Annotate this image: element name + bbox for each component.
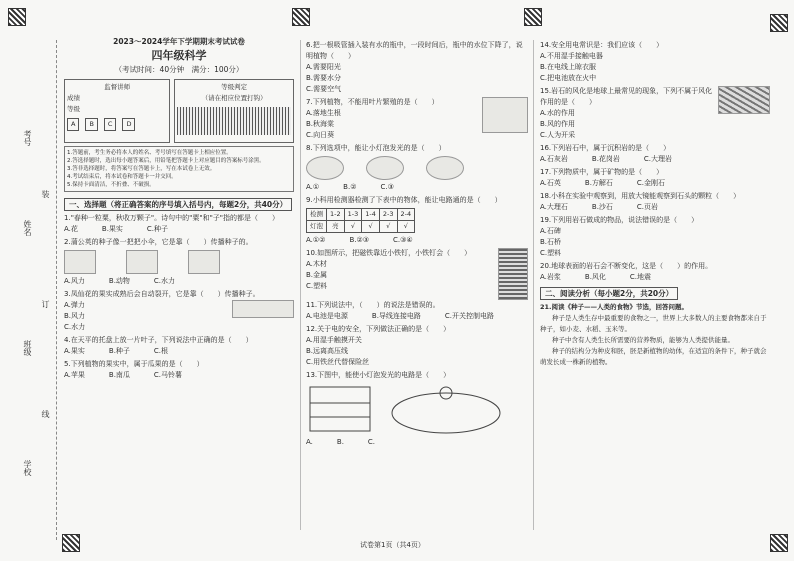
answer-option[interactable]: C.塑料 (540, 249, 562, 257)
answer-option[interactable]: C.③ (380, 183, 394, 191)
question-number: 5. (64, 360, 71, 368)
answer-option[interactable]: A.风力 (64, 277, 85, 285)
table-cell: √ (397, 221, 415, 233)
answer-option[interactable]: A.需要阳光 (306, 63, 341, 71)
question-item (306, 195, 528, 246)
answer-option[interactable]: C.马铃薯 (153, 371, 183, 379)
answer-option[interactable]: B.种子 (108, 347, 130, 355)
answer-option[interactable]: A. (306, 438, 313, 446)
grade-judge-title: 等级判定 (221, 83, 248, 91)
question-number: 15. (540, 87, 552, 95)
answer-option[interactable]: A.岩浆 (540, 273, 561, 281)
plant-image (188, 250, 220, 274)
question-item (306, 40, 528, 95)
answer-option[interactable]: A.木材 (306, 260, 327, 268)
page-footer: 试卷第1页（共4页） (360, 541, 425, 549)
corner-mark-top-left (8, 8, 26, 26)
question-number: 7. (306, 98, 313, 106)
question-text: 如图所示，把磁铁靠近小铁钉，小铁钉会（ ） (317, 249, 472, 257)
question-text: 下列植物，不能用叶片繁殖的是（ ） (312, 98, 439, 106)
question-number: 3. (64, 290, 71, 298)
answer-option[interactable]: C.地震 (629, 273, 652, 281)
question-number: 4. (64, 336, 71, 344)
section-two-title: 二、阅读分析（每小题2分，共20分） (540, 287, 678, 300)
table-cell: 2-3 (379, 209, 397, 221)
answer-option[interactable]: B.风的作用 (540, 120, 576, 128)
corner-mark-top-mid (292, 8, 310, 26)
question-item (540, 261, 770, 283)
answer-option[interactable]: B.远离高压线 (306, 347, 349, 355)
question-text: 凤仙花的果实成熟后会自动裂开，它是靠（ ）传播种子。 (70, 290, 260, 298)
instruction-item: 5.保持卡面清洁，不折叠、不破损。 (67, 182, 155, 188)
answer-option[interactable]: B.花岗岩 (591, 155, 620, 163)
right-column (540, 40, 770, 368)
answer-option[interactable]: C.塑料 (306, 282, 328, 290)
question-item (64, 213, 294, 235)
question-item (540, 191, 770, 213)
table-cell: 2-4 (397, 209, 415, 221)
score-box-right (174, 79, 294, 143)
question-number: 9. (306, 196, 313, 204)
question-text: "春种一粒粟，秋收万颗子"。诗句中的"粟"和"子"指的都是（ ） (70, 214, 280, 222)
answer-option[interactable]: B.在电线上晾衣服 (540, 63, 597, 71)
question-item (306, 143, 528, 193)
seed-pod-image (232, 300, 294, 318)
corner-mark-top-right (770, 14, 788, 32)
answer-option[interactable]: B.沙石 (591, 203, 613, 211)
question-item (306, 248, 528, 292)
middle-column (306, 40, 528, 450)
question-item (306, 370, 528, 448)
question-number: 19. (540, 216, 552, 224)
question-item (540, 40, 770, 84)
grade-title: 四年级科学 (151, 49, 207, 62)
binding-label: 学校 (23, 460, 32, 476)
question-text: 下列植物的果实中，属于瓜果的是（ ） (70, 360, 204, 368)
answer-option[interactable]: C.③④ (393, 236, 413, 244)
question-text: 小科在实验中观察到，用放大镜能观察到石头的颗粒（ ） (551, 192, 741, 200)
answer-option[interactable]: C.水力 (64, 323, 86, 331)
circuit-diagram (386, 383, 506, 437)
binding-label: 姓名 (23, 220, 32, 236)
answer-option[interactable]: C.需要空气 (306, 85, 342, 93)
exam-year-title: 2023～2024学年下学期期末考试试卷 (113, 37, 245, 46)
binding-label: 线 (41, 410, 50, 418)
question-number: 10. (306, 249, 318, 257)
answer-option[interactable]: A.石英 (540, 179, 561, 187)
reading-passage (540, 302, 770, 368)
grade-choices (67, 118, 167, 131)
question-item (306, 300, 528, 322)
answer-option[interactable]: B.金属 (306, 271, 328, 279)
answer-option[interactable]: A.石灰岩 (540, 155, 568, 163)
circuit-illustrations (306, 156, 528, 180)
question-number: 16. (540, 144, 552, 152)
question-number: 2. (64, 238, 71, 246)
question-item (64, 289, 294, 333)
circuit-diagram (306, 383, 376, 437)
table-cell: 1-3 (344, 209, 362, 221)
table-cell: √ (344, 221, 362, 233)
table-cell: 1-2 (327, 209, 345, 221)
answer-option[interactable]: A.弹力 (64, 301, 85, 309)
instruction-item: 3.答非选择题时，将答案写在答题卡上，写在本试卷上无效。 (67, 166, 216, 172)
answer-option[interactable]: B.风力 (64, 312, 86, 320)
left-column (64, 36, 294, 383)
question-text: 下图中，能使小灯泡发光的电路是（ ） (317, 371, 451, 379)
question-text: 关于电的安全，下列做法正确的是（ ） (317, 325, 451, 333)
question-number: 8. (306, 144, 313, 152)
table-cell: 灯泡 (307, 221, 327, 233)
reading-paragraph: 种子是人类生存中最重要的食物之一，世界上大多数人的主要食物都来自于种子，如小麦、水稻、玉米等。 (540, 314, 767, 333)
answer-option[interactable]: A.果实 (64, 347, 85, 355)
binding-strip (22, 90, 52, 510)
answer-option[interactable]: A.花 (64, 225, 78, 233)
question-item (540, 143, 770, 165)
table-cell: 1-4 (362, 209, 380, 221)
answer-option[interactable]: C.页岩 (636, 203, 659, 211)
question-item (306, 97, 528, 141)
question-text: 蒲公英的种子像一把把小伞，它是靠（ ）传播种子的。 (70, 238, 253, 246)
answer-option[interactable]: A.① (306, 183, 320, 191)
table-cell: 检测 (307, 209, 327, 221)
answer-option[interactable]: C. (367, 438, 376, 446)
supervisor-label: 监督讲师 (104, 83, 131, 91)
circuit-diagrams (306, 383, 528, 437)
reading-paragraph: 种子中含有人类生长所需要的营养物质，能够为人类提供能量。 (552, 336, 734, 344)
question-text: 下列物质中，属于矿物的是（ ） (551, 168, 664, 176)
score-box-left (64, 79, 170, 143)
answer-option[interactable]: A.大理石 (540, 203, 568, 211)
question-text: 安全用电常识是：我们应该（ ） (551, 41, 664, 49)
answer-option[interactable]: C.人为开采 (540, 131, 576, 139)
answer-option[interactable]: B.秋海棠 (306, 120, 335, 128)
grade-choice[interactable]: B (85, 118, 97, 131)
question-text: 下列岩石中，属于沉积岩的是（ ） (551, 144, 671, 152)
grade-choice[interactable]: C (104, 118, 117, 131)
answer-option[interactable]: C.用铁丝代替保险丝 (306, 358, 370, 366)
question-item (306, 324, 528, 368)
bulb-image (306, 156, 344, 180)
question-text: 下列选项中，能让小灯泡发光的是（ ） (312, 144, 446, 152)
question-number: 13. (306, 371, 318, 379)
bulb-image (426, 156, 464, 180)
answer-option[interactable]: B.动物 (108, 277, 130, 285)
binding-line (56, 40, 57, 540)
answer-option[interactable]: A.落地生根 (306, 109, 341, 117)
question-text: 岩石的风化是地球上最常见的现象，下列不属于风化作用的是（ ） (540, 87, 713, 106)
instruction-item: 1.答题前，考生务必将本人的姓名、考号填写在答题卡上相应位置。 (67, 150, 232, 156)
question-text: 下列用岩石做成的物品，说法错误的是（ ） (551, 216, 699, 224)
answer-option[interactable]: B.石桥 (540, 238, 562, 246)
answer-option[interactable]: C.水力 (153, 277, 176, 285)
grade-choice[interactable]: A (67, 118, 79, 131)
question-text: 下列说法中，（ ）的说法是错误的。 (317, 301, 440, 309)
instruction-item: 4.考试结束后，将本试卷和答题卡一并交回。 (67, 174, 177, 180)
question-text: 地球表面的岩石会不断变化，这是（ ）的作用。 (551, 262, 713, 270)
rock-image (718, 86, 770, 114)
grade-choice[interactable]: D (122, 118, 135, 131)
question-number: 1. (64, 214, 71, 222)
question-number: 12. (306, 325, 318, 333)
answer-option[interactable]: C.金刚石 (636, 179, 666, 187)
grade-label: 等级 (67, 105, 80, 113)
table-cell: √ (379, 221, 397, 233)
question-item (540, 215, 770, 259)
answer-option[interactable]: C.大理岩 (643, 155, 673, 163)
answer-option[interactable]: A.水的作用 (540, 109, 575, 117)
answer-option[interactable]: A.用湿手触摸开关 (306, 336, 362, 344)
question-number: 18. (540, 192, 552, 200)
question-number: 6. (306, 41, 313, 49)
binding-label: 考号 (23, 130, 32, 146)
reading-intro: 21.阅读《种子——人类的食物》节选，回答问题。 (540, 303, 689, 311)
plant-image (126, 250, 158, 274)
column-divider (533, 40, 534, 530)
reading-paragraph: 种子的结构分为种皮和胚，胚是新植物的幼体，在适宜的条件下，种子就会萌发长成一株新的植物。 (540, 347, 767, 366)
answer-option[interactable]: A.不用湿手接触电器 (540, 52, 603, 60)
plant-illustrations (64, 250, 294, 274)
question-item (64, 359, 294, 381)
answer-option[interactable]: B. (336, 438, 344, 446)
question-item (64, 237, 294, 287)
question-item (64, 335, 294, 357)
section-one-title: 一、选择题（将正确答案的序号填入括号内，每题2分，共40分） (64, 198, 292, 211)
answer-option[interactable]: C.向日葵 (306, 131, 335, 139)
answer-option[interactable]: C.把电池放在火中 (540, 74, 597, 82)
bulb-image (366, 156, 404, 180)
column-divider (300, 40, 301, 530)
answer-option[interactable]: B.②③ (349, 236, 370, 244)
question-item (540, 86, 770, 141)
answer-option[interactable]: B.果实 (101, 225, 123, 233)
table-row (307, 209, 415, 221)
binding-label: 装 (41, 190, 50, 198)
binding-label: 班级 (23, 340, 32, 356)
barcode-area (177, 107, 291, 135)
table-cell: √ (362, 221, 380, 233)
binding-label: 订 (41, 300, 50, 308)
test-table (306, 208, 415, 233)
corner-mark-bottom-right (770, 534, 788, 552)
question-number: 14. (540, 41, 552, 49)
corner-mark-bottom-left (62, 534, 80, 552)
answer-option[interactable]: A.苹果 (64, 371, 85, 379)
answer-option[interactable]: B.风化 (584, 273, 606, 281)
answer-option[interactable]: C.种子 (146, 225, 169, 233)
question-number: 20. (540, 262, 552, 270)
table-cell: 亮 (327, 221, 345, 233)
answer-option[interactable]: A.①② (306, 236, 326, 244)
answer-option[interactable]: C.开关控制电路 (444, 312, 495, 320)
exam-subtitle: （考试时间：40分钟 满分：100分） (114, 65, 244, 74)
grade-judge-sub: （请在相应位置打钩） (201, 94, 267, 102)
instruction-item: 2.答选择题时，选出每小题答案后，用铅笔把答题卡上对应题目的答案标号涂黑。 (67, 158, 265, 164)
answer-option[interactable]: A.石碑 (540, 227, 561, 235)
plant-image (64, 250, 96, 274)
answer-option[interactable]: B.导线连接电路 (371, 312, 421, 320)
instructions (64, 146, 294, 192)
question-number: 17. (540, 168, 552, 176)
corner-mark-mid-right (524, 8, 542, 26)
answer-option[interactable]: A.电池是电源 (306, 312, 348, 320)
answer-option[interactable]: B.② (343, 183, 357, 191)
question-text: 在天平的托盘上放一片叶子，下列说法中正确的是（ ） (70, 336, 253, 344)
table-row (307, 221, 415, 233)
answer-option[interactable]: B.需要水分 (306, 74, 342, 82)
answer-option[interactable]: C.根 (153, 347, 169, 355)
score-box (64, 79, 294, 143)
question-item (540, 167, 770, 189)
plant-leaf-image (482, 97, 528, 133)
answer-option[interactable]: B.方解石 (584, 179, 613, 187)
question-text: 把一根吸管插入装有水的瓶中，一段时间后，瓶中的水位下降了，说明植物（ ） (306, 41, 523, 60)
score-label: 成绩 (67, 94, 80, 102)
magnet-image (498, 248, 528, 300)
question-text: 小科用检测器检测了下表中的物体，能让电路通的是（ ） (312, 196, 502, 204)
answer-option[interactable]: B.南瓜 (108, 371, 130, 379)
question-number: 11. (306, 301, 318, 309)
